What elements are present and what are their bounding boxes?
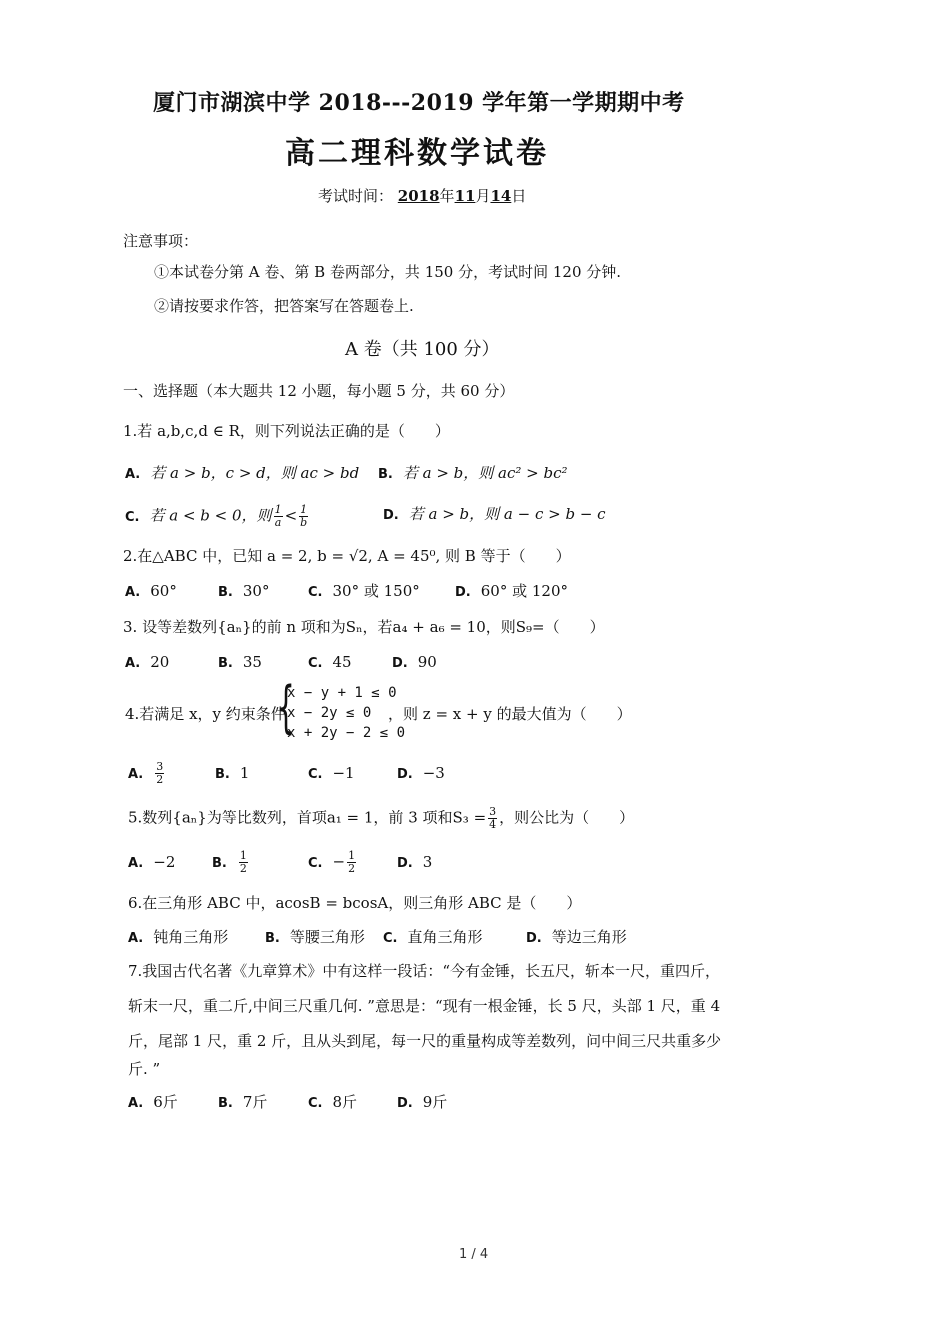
option-label: D. <box>455 585 471 600</box>
q7-line-2: 斩末一尺，重二斤,中间三尺重几何. ”意思是：“现有一根金锤，长 5 尺，头部 1 尺，重 4 <box>128 997 721 1015</box>
option-label: B. <box>218 1096 233 1111</box>
option-label: D. <box>526 931 542 946</box>
q7-option-d <box>397 1092 447 1114</box>
q1-stem: 1.若 a,b,c,d ∈ R，则下列说法正确的是（ ） <box>123 422 450 440</box>
date-year-unit: 年 <box>439 187 455 205</box>
q5-stem-start: 5.数列{aₙ}为等比数列，首项a₁ = 1，前 3 项和S₃ = <box>128 808 487 827</box>
section-a-heading: A 卷（共 100 分） <box>345 339 500 360</box>
option-label: C. <box>308 585 323 600</box>
option-text: 60° 或 120° <box>480 582 568 600</box>
denominator: 2 <box>348 862 356 875</box>
option-label: B. <box>218 585 233 600</box>
q5-stem-end: ，则公比为（ ） <box>499 808 635 827</box>
option-text: 钝角三角形 <box>153 928 229 946</box>
numerator: 1 <box>300 503 308 516</box>
q4-stem-end: ，则 z = x + y 的最大值为（ ） <box>388 705 632 723</box>
option-text: 若 a > b，则 a − c > b − c <box>408 505 606 523</box>
numerator: 1 <box>239 849 247 862</box>
denominator: b <box>300 516 308 529</box>
q3-option-d <box>392 652 437 674</box>
option-label: A. <box>128 1096 144 1111</box>
q1-option-b <box>378 463 568 485</box>
option-label: D. <box>383 508 399 523</box>
option-text: 等边三角形 <box>551 928 627 946</box>
q2-option-a <box>125 581 177 603</box>
option-text: 1 <box>239 764 250 782</box>
option-label: A. <box>128 931 144 946</box>
q7-line-3: 斤，尾部 1 尺，重 2 斤，且从头到尾，每一尺的重量构成等差数列，问中间三尺共重多少 <box>128 1032 722 1050</box>
option-label: C. <box>383 931 398 946</box>
option-label: D. <box>397 767 413 782</box>
constraint-3: x + 2y − 2 ≤ 0 <box>287 725 406 741</box>
q4-option-d <box>397 763 445 785</box>
constraint-system <box>277 675 406 742</box>
q7-option-b <box>218 1092 267 1114</box>
constraint-1: x − y + 1 ≤ 0 <box>287 685 397 701</box>
option-label: A. <box>128 766 144 782</box>
option-text: 8斤 <box>332 1093 358 1111</box>
date-day: 14 <box>490 187 512 205</box>
option-label: A. <box>128 856 144 871</box>
q5-stem <box>128 806 634 831</box>
option-label: A. <box>125 467 141 482</box>
numerator: 1 <box>274 503 282 516</box>
q4-option-b <box>215 763 249 785</box>
option-text: 3 <box>422 853 433 871</box>
q7-line-1: 7.我国古代名著《九章算术》中有这样一段话：“今有金锤，长五尺，斩本一尺，重四斤， <box>128 962 720 980</box>
date-year: 2018 <box>397 187 440 205</box>
denominator: 4 <box>489 818 497 831</box>
option-text: 90 <box>417 653 437 671</box>
q7-line-4: 斤. ” <box>128 1060 161 1078</box>
option-label: B. <box>215 767 230 782</box>
option-text: 30° 或 150° <box>332 582 420 600</box>
option-text: 45 <box>332 653 352 671</box>
q4-option-c <box>308 763 355 785</box>
q5-option-c <box>308 850 358 875</box>
option-label: A. <box>125 585 141 600</box>
option-text: 若 a < b < 0，则 <box>149 506 272 525</box>
option-text: 9斤 <box>422 1093 448 1111</box>
left-brace: { <box>277 675 295 740</box>
denominator: 2 <box>156 773 164 786</box>
exam-title: 高二理科数学试卷 <box>285 136 549 171</box>
option-text: −1 <box>332 764 355 782</box>
option-label: C. <box>308 656 323 671</box>
school-exam-header: 厦门市湖滨中学 2018---2019 学年第一学期期中考 <box>153 90 685 116</box>
q3-stem: 3. 设等差数列{aₙ}的前 n 项和为Sₙ，若a₄ + a₆ = 10，则S₉=（ ） <box>123 618 605 636</box>
option-text: 6斤 <box>153 1093 178 1111</box>
option-text: 60° <box>150 582 177 600</box>
q6-option-c <box>383 927 483 949</box>
q2-stem: 2.在△ABC 中，已知 a = 2, b = √2, A = 45⁰, 则 B 等于（ ） <box>123 547 571 565</box>
page-number: 1 / 4 <box>459 1247 489 1262</box>
fraction <box>274 504 283 529</box>
numerator: 1 <box>348 849 356 862</box>
option-label: D. <box>397 1096 413 1111</box>
numerator: 3 <box>156 760 164 773</box>
option-label: C. <box>125 509 140 525</box>
fraction <box>155 761 164 786</box>
option-label: C. <box>308 855 323 871</box>
option-label: C. <box>308 767 323 782</box>
q5-option-d <box>397 852 432 874</box>
q1-option-a <box>125 463 359 485</box>
q7-option-a <box>128 1092 178 1114</box>
section-1-heading: 一、选择题（本大题共 12 小题，每小题 5 分，共 60 分） <box>123 382 515 400</box>
denominator: a <box>274 516 282 529</box>
option-label: D. <box>392 656 408 671</box>
fraction <box>347 850 356 875</box>
exam-date <box>318 186 526 206</box>
q1-option-c <box>125 504 310 529</box>
option-text: 7斤 <box>242 1093 268 1111</box>
q2-option-b <box>218 581 269 603</box>
minus-sign: − <box>332 852 346 871</box>
q4-option-a <box>128 761 166 786</box>
option-text: 20 <box>150 653 170 671</box>
option-label: D. <box>397 856 413 871</box>
option-label: B. <box>218 656 233 671</box>
date-month: 11 <box>454 187 476 205</box>
q2-option-d <box>455 581 568 603</box>
q1-option-d <box>383 504 606 526</box>
numerator: 3 <box>489 805 497 818</box>
date-month-unit: 月 <box>475 187 491 205</box>
notice-item-1: ①本试卷分第 A 卷、第 B 卷两部分，共 150 分，考试时间 120 分钟. <box>154 263 622 281</box>
less-than: < <box>284 506 298 525</box>
q6-option-a <box>128 927 228 949</box>
notice-item-2: ②请按要求作答，把答案写在答题卷上. <box>154 297 414 315</box>
date-day-unit: 日 <box>511 187 527 205</box>
fraction <box>239 850 248 875</box>
q5-option-a <box>128 852 175 874</box>
option-text: 若 a > b，c > d，则 ac > bd <box>150 464 360 482</box>
fraction <box>488 806 497 831</box>
option-label: C. <box>308 1096 323 1111</box>
date-label: 考试时间： <box>318 187 394 205</box>
fraction <box>299 504 308 529</box>
q5-option-b <box>212 850 250 875</box>
q6-stem: 6.在三角形 ABC 中，acosB = bcosA，则三角形 ABC 是（ ） <box>128 894 582 912</box>
q2-option-c <box>308 581 420 603</box>
q3-option-c <box>308 652 352 674</box>
denominator: 2 <box>239 862 247 875</box>
q4-stem-start: 4.若满足 x，y 约束条件 <box>125 705 286 723</box>
option-label: A. <box>125 656 141 671</box>
notice-heading: 注意事项： <box>123 232 199 250</box>
option-text: −3 <box>422 764 445 782</box>
option-text: 30° <box>242 582 270 600</box>
option-text: 直角三角形 <box>407 928 483 946</box>
option-text: 等腰三角形 <box>289 928 365 946</box>
option-label: B. <box>212 855 227 871</box>
option-label: B. <box>378 467 393 482</box>
q6-option-d <box>526 927 627 949</box>
q6-option-b <box>265 927 365 949</box>
option-text: 35 <box>242 653 262 671</box>
option-text: 若 a > b，则 ac² > bc² <box>402 464 568 482</box>
q3-option-b <box>218 652 262 674</box>
q3-option-a <box>125 652 169 674</box>
q7-option-c <box>308 1092 357 1114</box>
option-label: B. <box>265 931 280 946</box>
option-text: −2 <box>153 853 176 871</box>
constraint-2: x − 2y ≤ 0 <box>287 705 372 721</box>
